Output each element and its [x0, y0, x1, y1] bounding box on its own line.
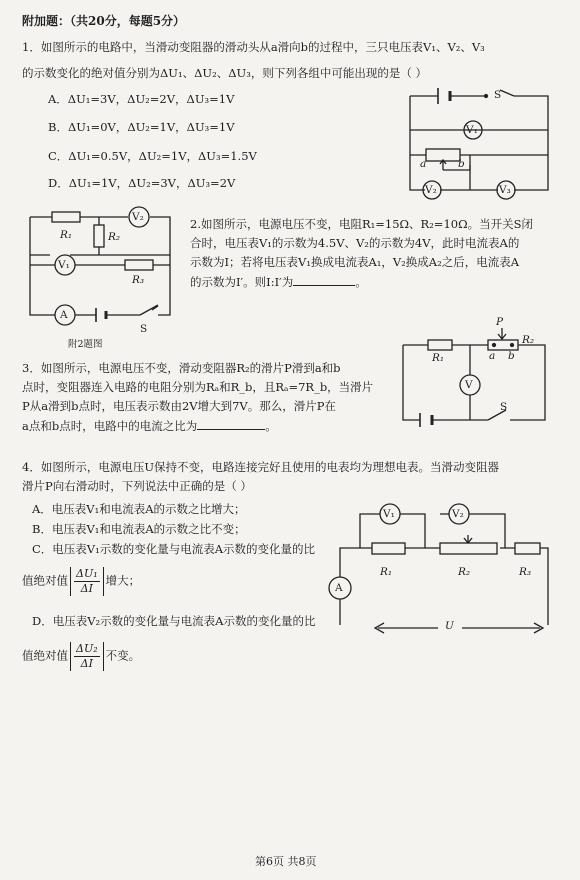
fig2-circuit: [30, 207, 170, 325]
fig1-label-v3: V₃: [499, 184, 511, 196]
fig3-loop: [403, 345, 545, 420]
q1-line2: 的示数变化的绝对值分别为ΔU₁、ΔU₂、ΔU₃，则下列各组中可能出现的是（ ）: [22, 66, 427, 80]
fig4-main-wire: [340, 548, 548, 625]
q1-option-c: C．ΔU₁=0.5V，ΔU₂=1V，ΔU₃=1.5V: [48, 149, 257, 163]
fig1-mid-wire: [410, 130, 548, 155]
q4-option-d-cont: 值绝对值 $\frac{\text{ΔU₂}}{\Delta I}$ 不变。: [22, 642, 141, 670]
fig3-slider-p: [498, 328, 506, 339]
q4-line2: 滑片P向右滑动时，下列说法中正确的是（ ）: [22, 479, 252, 493]
fig4-circuit: [329, 504, 548, 633]
q1-option-a: A．ΔU₁=3V，ΔU₂=2V，ΔU₃=1V: [48, 92, 235, 106]
fig2-bottom-wire: [30, 265, 170, 315]
q1-line1: 1．如图所示的电路中，当滑动变阻器的滑动头从a滑向b的过程中，三只电压表V₁、V₂、V₃: [22, 40, 485, 54]
fig4-label-v1: V₁: [383, 508, 395, 520]
fig2-label-r2: R₂: [108, 231, 121, 243]
fig2-label-a: A: [60, 309, 68, 321]
q1-option-d: D．ΔU₁=1V，ΔU₂=3V，ΔU₃=2V: [48, 176, 236, 190]
fig4-resistor-r1: [372, 543, 405, 554]
q3-line2: 点时，变阻器连入电路的电阻分别为Rₐ和R_b，且Rₐ=7R_b，当滑片: [22, 380, 374, 394]
fig2-label-v1: V₁: [58, 259, 70, 271]
fig1-label-b: b: [458, 158, 465, 170]
q3-line3: P从a滑到b点时，电压表示数由2V增大到7V。那么，滑片P在: [22, 399, 336, 413]
fig1-label-v1: V₁: [466, 124, 478, 136]
fig3-resistor-r1: [428, 340, 452, 350]
q4-option-b: B．电压表V₁和电流表A的示数之比不变；: [32, 522, 246, 536]
fig3-label-s: S: [500, 401, 508, 413]
q2-line3: 示数为I；若将电压表V₁换成电流表A₁，V₂换成A₂之后，电流表A: [190, 255, 520, 269]
fig4-label-a: A: [335, 582, 343, 594]
fig2-label-s: S: [140, 323, 148, 335]
q4-line1: 4．如图所示，电源电压U保持不变，电路连接完好且使用的电表均为理想电表。当滑动变阻器: [22, 460, 500, 474]
q4-option-a: A．电压表V₁和电流表A的示数之比增大；: [32, 502, 246, 516]
q2-line4: 的示数为I′。则I:I′为 。: [190, 275, 367, 289]
fig2-label-r1: R₁: [60, 229, 73, 241]
q4-option-c: C．电压表V₁示数的变化量与电流表A示数的变化量的比: [32, 542, 316, 556]
q3-line4: a点和b点时，电路中的电流之比为 。: [22, 419, 277, 433]
fig3-label-v: V: [465, 379, 473, 391]
fig1-slider-wire: [443, 155, 470, 170]
fig1-label-s: S: [494, 89, 502, 101]
q2-line1: 2.如图所示，电源电压不变，电阻R₁=15Ω、R₂=10Ω。当开关S闭: [190, 217, 533, 231]
page-footer: 第6页 共8页: [255, 855, 317, 868]
fig4-label-r2: R₂: [458, 566, 471, 578]
fig2-resistor-r1: [52, 212, 80, 222]
fig1-switch-contact: [485, 95, 488, 98]
fig3-label-a: a: [489, 350, 496, 362]
fig2-label-r3: R₃: [132, 274, 145, 286]
fig2-resistor-r3: [125, 260, 153, 270]
fig1-label-v2: V₂: [425, 184, 437, 196]
q4-option-c-cont: 值绝对值 $\frac{\text{ΔU₁}}{\Delta I}$ 增大；: [22, 567, 141, 595]
fig4-label-r3: R₃: [519, 566, 532, 578]
fig1-circuit: [410, 88, 548, 199]
fig2-label-v2: V₂: [132, 211, 144, 223]
fraction-du1-di: $\frac{\text{ΔU₁}}{\Delta I}$: [70, 567, 104, 596]
q2-line2: 合时，电压表V₁的示数为4.5V、V₂的示数为4V，此时电流表A的: [190, 236, 520, 250]
fig4-label-r1: R₁: [380, 566, 393, 578]
section-header: 附加题：（共20分，每题5分）: [22, 14, 186, 28]
fig3-label-p: P: [496, 316, 504, 328]
q1-option-b: B．ΔU₁=0V，ΔU₂=1V，ΔU₃=1V: [48, 120, 235, 134]
q3-line1: 3．如图所示，电源电压不变，滑动变阻器R₂的滑片P滑到a和b: [22, 361, 341, 375]
fraction-du2-di: $\frac{\text{ΔU₂}}{\Delta I}$: [70, 642, 104, 671]
fig4-rheostat-r2: [440, 543, 497, 554]
fig4-slider: [464, 535, 472, 543]
fig3-point-b: [511, 344, 514, 347]
fig3-label-b: b: [508, 350, 515, 362]
fig3-point-a: [493, 344, 496, 347]
fig2-resistor-r2: [94, 225, 104, 247]
q4-option-d: D．电压表V₂示数的变化量与电流表A示数的变化量的比: [32, 614, 316, 628]
fig3-label-r2: R₂: [522, 334, 535, 346]
fig1-label-a: a: [420, 158, 427, 170]
fig3-label-r1: R₁: [432, 352, 445, 364]
fig4-label-v2: V₂: [452, 508, 464, 520]
fig4-label-u: U: [445, 620, 454, 632]
fig2-caption: 附2题图: [68, 339, 103, 350]
fig2-top-loop: [30, 217, 170, 255]
fig4-resistor-r3: [515, 543, 540, 554]
fig2-switch: [140, 305, 158, 315]
